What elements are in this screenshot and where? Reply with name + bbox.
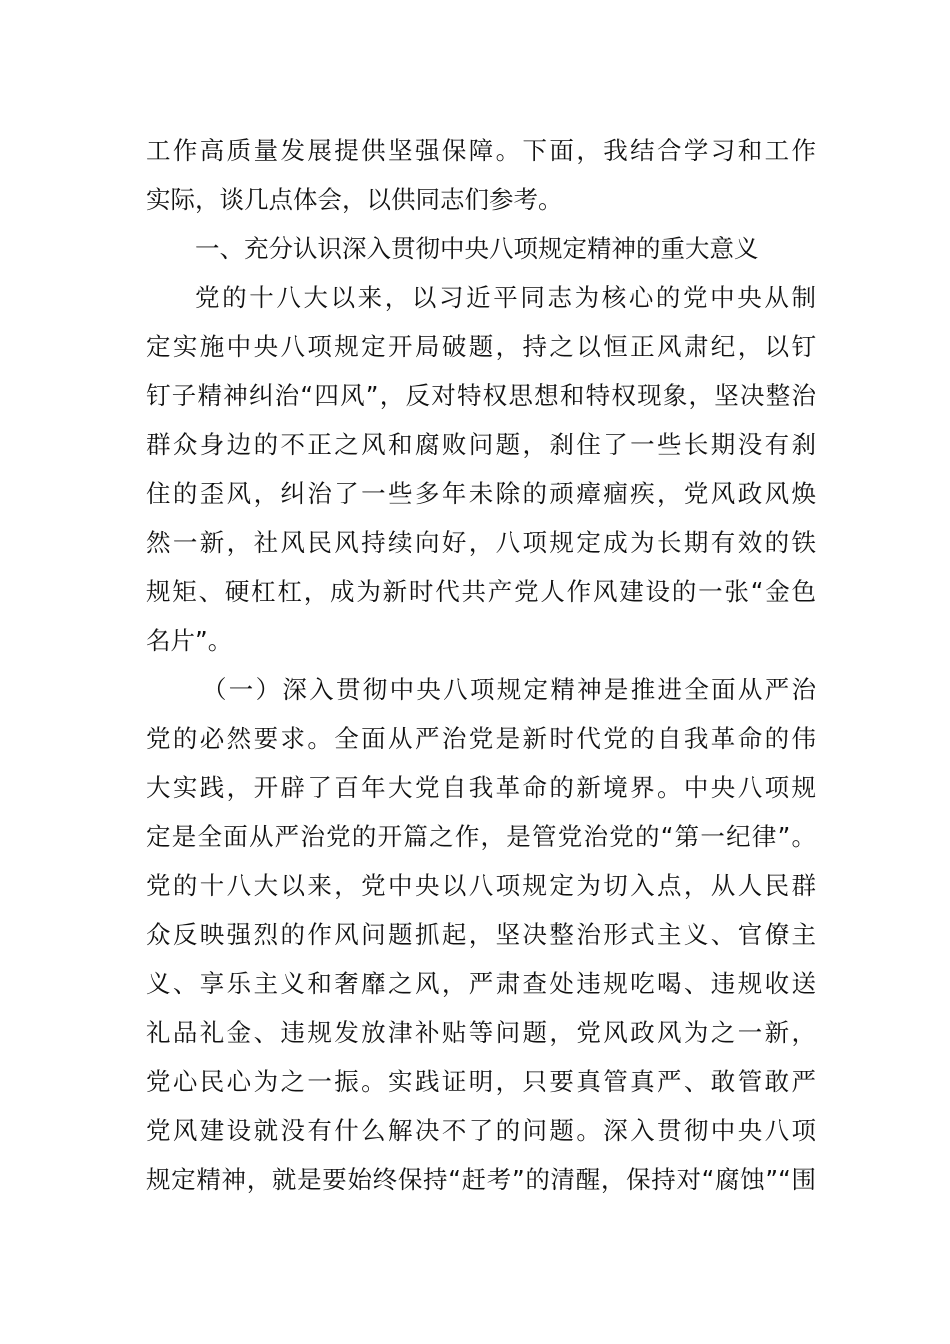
text-line: 党的必然要求。全面从严治党是新时代党的自我革命的伟	[146, 724, 816, 753]
body-text	[146, 126, 816, 1204]
section-heading: 一、充分认识深入贯彻中央八项规定精神的重大意义	[195, 234, 759, 263]
text-line: 住的歪风，纠治了一些多年未除的顽瘴痼疾，党风政风焕	[146, 479, 816, 508]
text-line: 然一新，社风民风持续向好，八项规定成为长期有效的铁	[146, 528, 816, 557]
text-line: 众反映强烈的作风问题抓起，坚决整治形式主义、官僚主	[146, 920, 816, 949]
subsection-heading: （一）深入贯彻中央八项规定精神是推进全面从严治	[202, 675, 816, 704]
text-line: 大实践，开辟了百年大党自我革命的新境界。中央八项规	[146, 773, 816, 802]
text-line: 工作高质量发展提供坚强保障。下面，我结合学习和工作	[146, 136, 816, 165]
text-line: 实际，谈几点体会，以供同志们参考。	[146, 185, 563, 214]
text-line: 群众身边的不正之风和腐败问题，刹住了一些长期没有刹	[146, 430, 816, 459]
text-line: 党的十八大以来，以习近平同志为核心的党中央从制	[195, 283, 816, 312]
text-line: 规定精神，就是要始终保持“赶考”的清醒，保持对“腐蚀”“围	[146, 1165, 816, 1194]
text-line: 定实施中央八项规定开局破题，持之以恒正风肃纪，以钉	[146, 332, 816, 361]
text-line: 定是全面从严治党的开篇之作，是管党治党的“第一纪律”。	[146, 822, 816, 851]
text-line: 规矩、硬杠杠，成为新时代共产党人作风建设的一张“金色	[146, 577, 816, 606]
text-line: 礼品礼金、违规发放津补贴等问题，党风政风为之一新，	[146, 1018, 816, 1047]
text-line: 钉子精神纠治“四风”，反对特权思想和特权现象，坚决整治	[146, 381, 816, 410]
text-line: 党风建设就没有什么解决不了的问题。深入贯彻中央八项	[146, 1116, 816, 1145]
text-line: 义、享乐主义和奢靡之风，严肃查处违规吃喝、违规收送	[146, 969, 816, 998]
text-line: 党的十八大以来，党中央以八项规定为切入点，从人民群	[146, 871, 816, 900]
text-line: 党心民心为之一振。实践证明，只要真管真严、敢管敢严	[146, 1067, 816, 1096]
text-line: 名片”。	[146, 626, 233, 655]
